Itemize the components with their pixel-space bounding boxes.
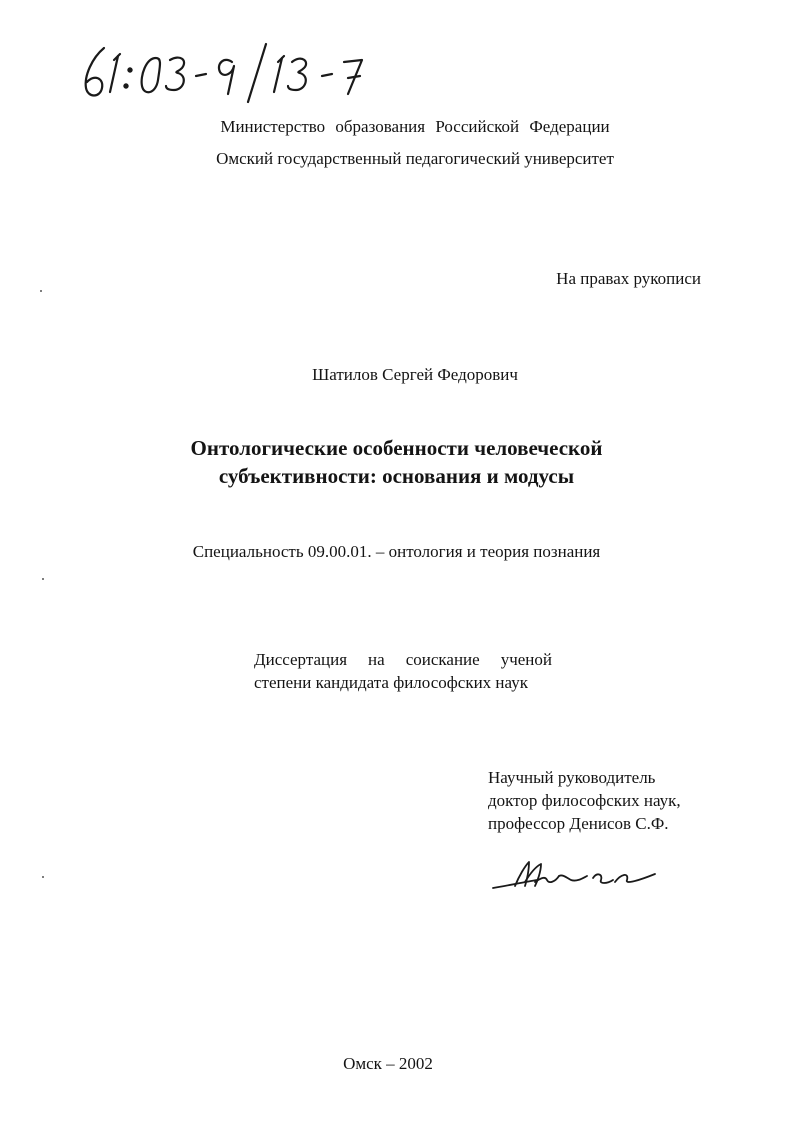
supervisor-degree: доктор философских наук, <box>488 791 681 810</box>
degree-statement <box>254 648 552 694</box>
specialty-line: Специальность 09.00.01. – онтология и теория познания <box>192 542 601 561</box>
place-and-year: Омск – 2002 <box>343 1054 433 1073</box>
supervisor-signature <box>485 852 665 897</box>
scan-speck <box>40 290 42 292</box>
rights-note: На правах рукописи <box>556 269 701 288</box>
handwritten-archive-code <box>70 36 400 106</box>
supervisor-role: Научный руководитель <box>488 768 656 787</box>
scan-speck <box>42 578 44 580</box>
university-name: Омский государственный педагогический университет <box>216 149 614 168</box>
degree-statement-line-2: степени кандидата философских наук <box>254 673 528 692</box>
supervisor-name: профессор Денисов С.Ф. <box>488 814 669 833</box>
title-line-2: субъективности: основания и модусы <box>218 464 575 488</box>
degree-statement-line-1: Диссертация на соискание ученой <box>254 650 552 669</box>
scan-speck <box>42 876 44 878</box>
title-line-1: Онтологические особенности человеческой <box>190 436 603 460</box>
ministry-name: Министерство образования Российской Федерации <box>220 117 610 136</box>
dissertation-title <box>0 434 793 490</box>
supervisor-block <box>488 766 681 835</box>
author-name: Шатилов Сергей Федорович <box>312 365 518 384</box>
